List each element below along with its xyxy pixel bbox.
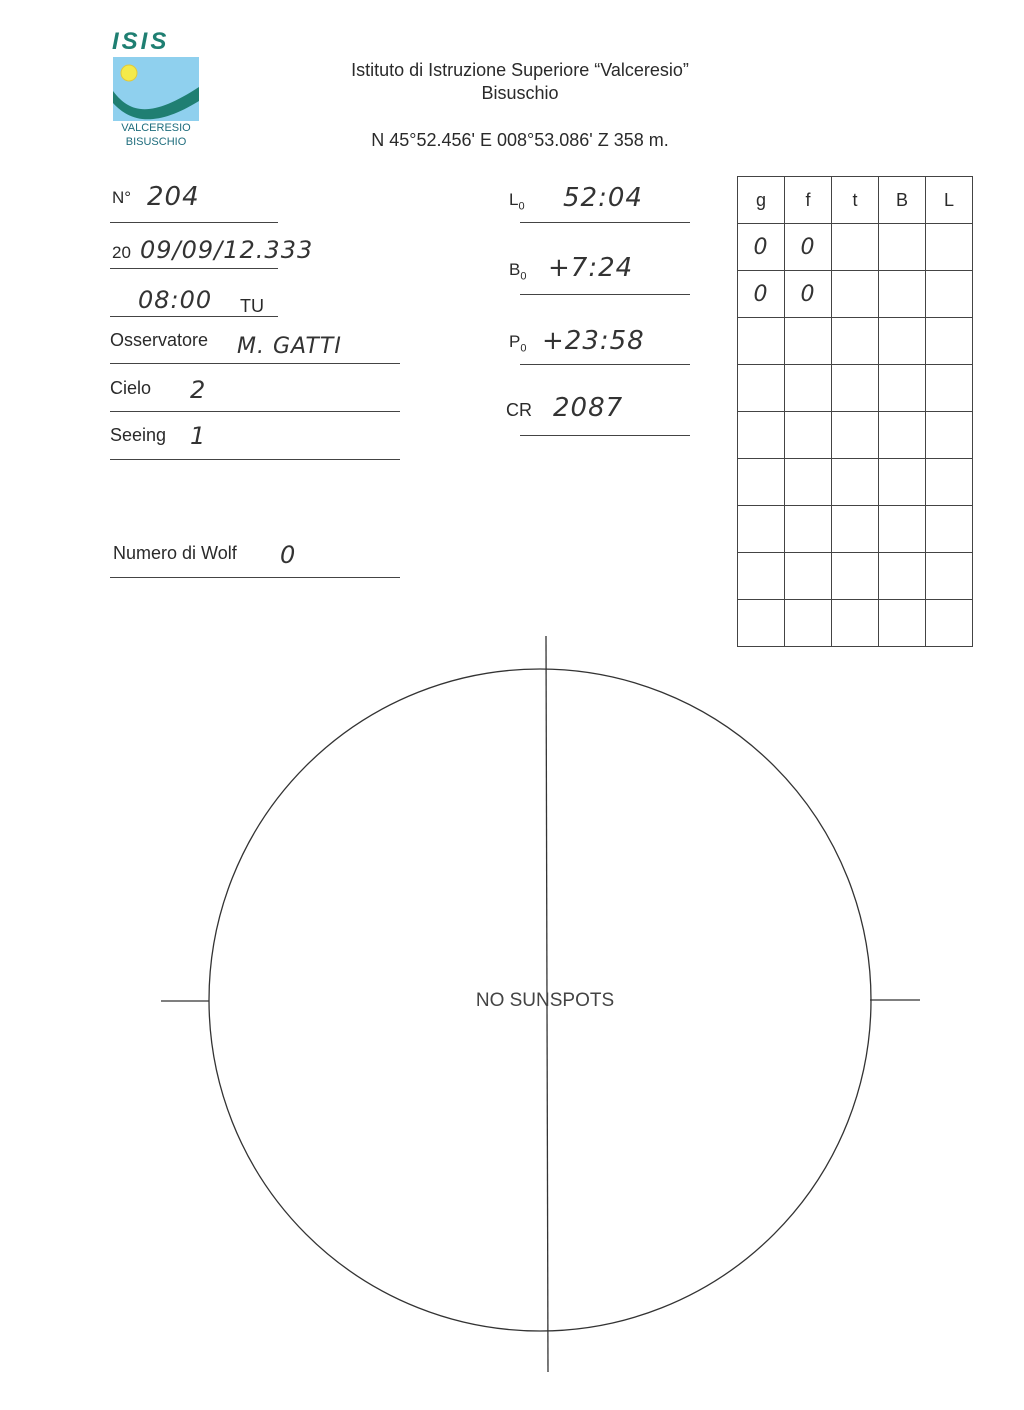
l0-subscript: 0	[518, 200, 525, 213]
wolf-value: 0	[280, 541, 297, 569]
no-sunspots-note: NO SUNSPOTS	[475, 990, 615, 1011]
logo-wordmark: ISIS	[112, 28, 170, 55]
table-header-cell: L	[926, 177, 973, 224]
table-header-cell: t	[832, 177, 879, 224]
number-value: 204	[147, 182, 200, 212]
wolf-label: Numero di Wolf	[113, 543, 237, 563]
institute-town: Bisuschio	[481, 83, 559, 103]
table-cell: 0	[785, 271, 832, 318]
p0-letter: P	[509, 332, 521, 351]
time-unit: TU	[240, 296, 264, 316]
p0-subscript: 0	[520, 342, 527, 355]
l0-value: 52:04	[563, 183, 643, 213]
table-cell: 0	[785, 224, 832, 271]
institute-name: Istituto di Istruzione Superiore “Valceresio”	[351, 60, 689, 80]
observer-label: Osservatore	[110, 330, 209, 350]
l0-letter: L	[509, 190, 519, 209]
table-header-cell: g	[738, 177, 785, 224]
b0-value: +7:24	[548, 253, 634, 283]
cr-label: CR	[506, 400, 532, 420]
cr-value: 2087	[553, 393, 624, 423]
logo-caption-line2: BISUSCHIO	[125, 136, 187, 148]
observer-value: M. GATTI	[237, 334, 342, 359]
table-cell: 0	[738, 224, 785, 271]
date-value: 09/09/12.333	[140, 236, 314, 264]
p0-value: +23:58	[542, 326, 645, 356]
b0-subscript: 0	[520, 270, 527, 283]
sky-value: 2	[190, 376, 207, 404]
table-header-cell: f	[785, 177, 832, 224]
observatory-coordinates: N 45°52.456' E 008°53.086' Z 358 m.	[371, 130, 669, 150]
seeing-label: Seeing	[110, 425, 167, 445]
b0-letter: B	[509, 260, 521, 279]
date-prefix: 20	[112, 243, 131, 262]
number-label: N°	[112, 188, 132, 207]
table-cell: 0	[738, 271, 785, 318]
time-value: 08:00	[138, 286, 213, 314]
sky-label: Cielo	[110, 378, 152, 398]
seeing-value: 1	[190, 422, 207, 450]
logo-caption-line1: VALCERESIO	[121, 122, 191, 134]
table-header-cell: B	[879, 177, 926, 224]
